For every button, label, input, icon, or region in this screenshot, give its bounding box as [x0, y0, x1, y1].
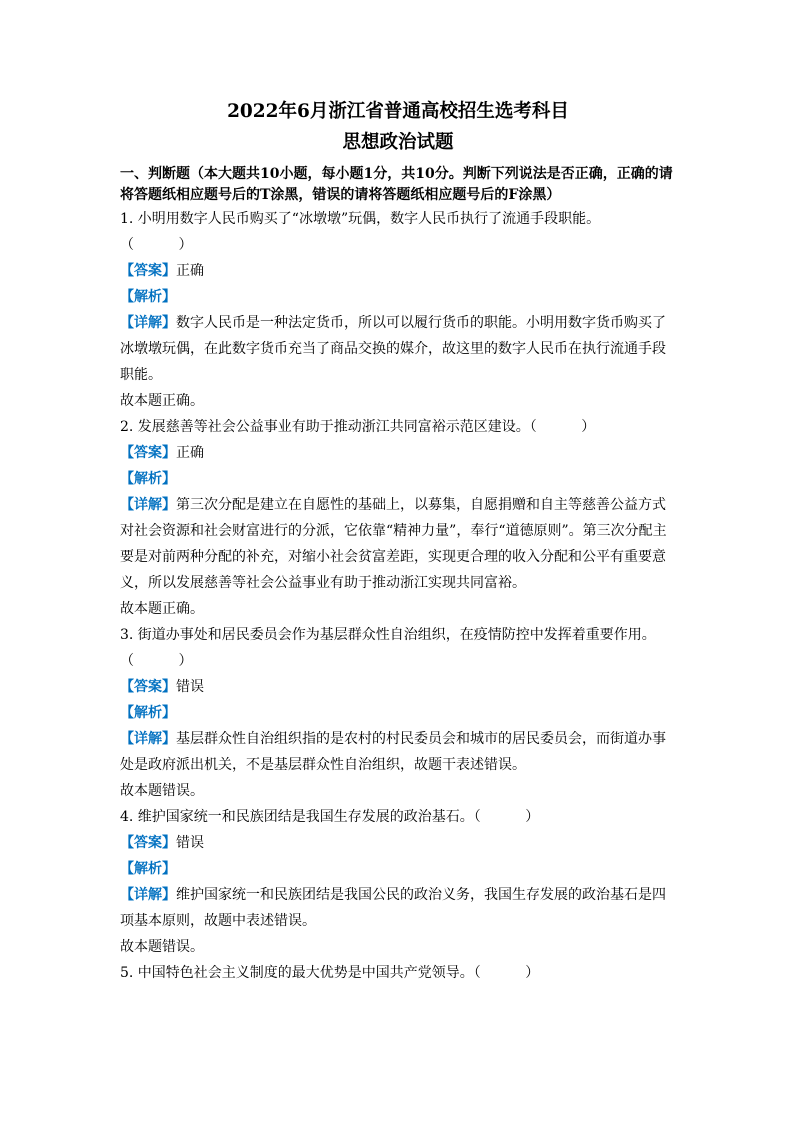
question-2 [120, 414, 676, 622]
question-5 [120, 960, 676, 986]
detail-label: 【详解】 [120, 731, 176, 747]
detail-line [120, 310, 676, 388]
question-4 [120, 804, 676, 960]
detail-line [120, 492, 676, 596]
answer-label: 【答案】 [120, 679, 176, 695]
conclusion-line: 故本题错误。 [120, 783, 204, 799]
detail-label: 【详解】 [120, 887, 176, 903]
conclusion-line: 故本题正确。 [120, 601, 204, 617]
question-stem: 5. 中国特色社会主义制度的最大优势是中国共产党领导。（ ） [120, 965, 540, 981]
question-stem: 4. 维护国家统一和民族团结是我国生存发展的政治基石。（ ） [120, 809, 540, 825]
answer-value: 正确 [176, 445, 204, 461]
question-1 [120, 206, 676, 414]
analysis-line [120, 700, 676, 726]
analysis-label: 【解析】 [120, 289, 176, 305]
section-heading: 一、判断题（本大题共10小题，每小题1分，共10分。判断下列说法是否正确，正确的请将答题纸相应题号后的T涂黑，错误的请将答题纸相应题号后的F涂黑） [120, 166, 673, 203]
answer-value: 错误 [176, 835, 204, 851]
conclusion-line: 故本题正确。 [120, 393, 204, 409]
answer-label: 【答案】 [120, 445, 176, 461]
detail-label: 【详解】 [120, 497, 176, 513]
answer-value: 正确 [176, 263, 204, 279]
question-stem: 3. 街道办事处和居民委员会作为基层群众性自治组织，在疫情防控中发挥着重要作用。 [120, 627, 656, 643]
question-stem: 2. 发展慈善等社会公益事业有助于推动浙江共同富裕示范区建设。（ ） [120, 419, 596, 435]
detail-label: 【详解】 [120, 315, 176, 331]
analysis-label: 【解析】 [120, 705, 176, 721]
answer-bracket: （ ） [120, 237, 193, 253]
answer-line [120, 674, 676, 700]
document-title-line-2: 思想政治试题 [342, 132, 454, 153]
analysis-line [120, 466, 676, 492]
analysis-line [120, 856, 676, 882]
analysis-label: 【解析】 [120, 861, 176, 877]
document-body [120, 96, 676, 986]
answer-line [120, 258, 676, 284]
detail-line [120, 726, 676, 778]
detail-text: 第三次分配是建立在自愿性的基础上，以募集，自愿捐赠和自主等慈善公益方式对社会资源和社会财富进行的分派，它依靠“精神力量”，奉行“道德原则”。第三次分配主要是对前两种分配的补充，对缩小社会贫富差距，实现更合理的收入分配和公平有重要意义，所以发展慈善等社会公益事业有助于推动浙江实现共同富裕。 [120, 497, 667, 591]
analysis-label: 【解析】 [120, 471, 176, 487]
analysis-line [120, 284, 676, 310]
detail-text: 数字人民币是一种法定货币，所以可以履行货币的职能。小明用数字货币购买了冰墩墩玩偶，在此数字货币充当了商品交换的媒介，故这里的数字人民币在执行流通手段职能。 [120, 315, 666, 383]
answer-bracket: （ ） [120, 653, 193, 669]
detail-line [120, 882, 676, 934]
answer-value: 错误 [176, 679, 204, 695]
detail-text: 维护国家统一和民族团结是我国公民的政治义务，我国生存发展的政治基石是四项基本原则，故题中表述错误。 [120, 887, 666, 929]
answer-label: 【答案】 [120, 263, 176, 279]
conclusion-line: 故本题错误。 [120, 939, 204, 955]
question-3 [120, 622, 676, 804]
answer-label: 【答案】 [120, 835, 176, 851]
detail-text: 基层群众性自治组织指的是农村的村民委员会和城市的居民委员会，而街道办事处是政府派出机关，不是基层群众性自治组织，故题干表述错误。 [120, 731, 666, 773]
answer-line [120, 440, 676, 466]
question-stem: 1. 小明用数字人民币购买了“冰墩墩”玩偶，数字人民币执行了流通手段职能。 [120, 211, 601, 227]
answer-line [120, 830, 676, 856]
document-title-line-1: 2022年6月浙江省普通高校招生选考科目 [227, 101, 569, 122]
